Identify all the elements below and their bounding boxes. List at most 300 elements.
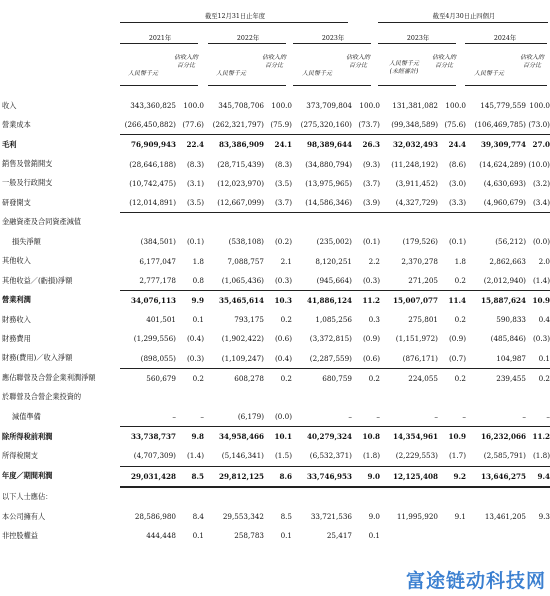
- cell-percent: 0.1: [368, 531, 380, 541]
- cell-amount: (28,715,439): [217, 159, 264, 169]
- header-year-2021: 2021年: [148, 35, 172, 42]
- cell-percent: (0.1): [362, 237, 380, 247]
- cell-percent: (3.3): [438, 193, 466, 213]
- cell-amount: [292, 487, 352, 507]
- cell-percent: 2.0: [538, 256, 550, 266]
- cell-amount: 12,125,408: [380, 466, 438, 487]
- cell-amount: [120, 487, 176, 507]
- cell-percent: (3.0): [448, 178, 466, 188]
- cell-percent: 9.1: [454, 512, 466, 522]
- cell-amount: 7,088,757: [227, 256, 264, 266]
- cell-amount: [466, 526, 526, 545]
- cell-amount: 28,586,980: [134, 512, 176, 522]
- table-row: [2, 232, 550, 251]
- table-row: [2, 466, 550, 487]
- cell-percent: 9.3: [538, 512, 550, 522]
- cell-percent: (8.3): [186, 159, 204, 169]
- year-rule-5: [465, 43, 547, 44]
- cell-amount: (99,348,589): [380, 115, 438, 135]
- cell-percent: (0.0): [264, 407, 292, 427]
- cell-percent: [264, 213, 292, 233]
- row-label: 收入: [2, 100, 17, 110]
- cell-percent: [526, 526, 550, 545]
- cell-percent: 100.0: [529, 101, 550, 111]
- cell-percent: 10.1: [274, 432, 292, 442]
- cell-amount: –: [120, 407, 176, 427]
- cell-amount: 25,417: [326, 531, 352, 541]
- cell-amount: [204, 487, 264, 507]
- cell-amount: (2,287,559): [292, 348, 352, 368]
- cell-amount: [292, 213, 352, 233]
- cell-percent: (0.9): [448, 334, 466, 344]
- cell-amount: 15,887,624: [480, 295, 526, 305]
- cell-percent: 11.2: [362, 295, 380, 305]
- cell-amount: [120, 388, 176, 407]
- cell-percent: 2.1: [280, 256, 292, 266]
- header-year-2023-interim: 2023年: [406, 35, 430, 42]
- cell-percent: (0.4): [264, 348, 292, 368]
- cell-percent: (0.9): [362, 334, 380, 344]
- cell-amount: (485,846): [490, 334, 526, 344]
- table-row: [2, 368, 550, 388]
- cell-amount: –: [466, 407, 526, 427]
- cell-amount: 590,833: [496, 315, 526, 325]
- cell-percent: (0.0): [532, 237, 550, 247]
- row-label: 應佔聯營及合營企業利潤淨額: [2, 372, 96, 382]
- cell-amount: [380, 526, 438, 545]
- row-label: 金融資產及合同資產減值: [2, 217, 82, 227]
- cell-amount: 401,501: [146, 315, 176, 325]
- cell-amount: 11,995,920: [396, 512, 438, 522]
- cell-percent: (0.3): [264, 271, 292, 291]
- watermark-logo: 富途链动科技网: [405, 570, 546, 592]
- cell-percent: 0.8: [176, 271, 204, 291]
- cell-amount: 6,177,047: [139, 256, 176, 266]
- row-label: 財務(費用)／收入淨額: [2, 353, 73, 363]
- cell-percent: –: [438, 407, 466, 427]
- cell-amount: 34,076,113: [130, 295, 176, 305]
- table-row: [2, 290, 550, 310]
- cell-amount: (13,975,965): [305, 178, 352, 188]
- cell-amount: –: [380, 407, 438, 427]
- cell-amount: 41,886,124: [306, 295, 352, 305]
- cell-amount: 2,370,278: [401, 256, 438, 266]
- cell-amount: (11,248,192): [391, 159, 438, 169]
- cell-amount: 271,205: [380, 271, 438, 291]
- cell-percent: (3.9): [352, 193, 380, 213]
- cell-percent: 26.3: [362, 140, 380, 150]
- subheader-pct-3: 佔收入的 百分比: [345, 54, 370, 70]
- cell-amount: 33,738,737: [130, 432, 176, 442]
- cell-amount: 1,085,256: [315, 315, 352, 325]
- cell-percent: 0.2: [192, 373, 204, 383]
- table-row: [2, 252, 550, 271]
- cell-amount: (34,880,794): [305, 159, 352, 169]
- cell-amount: 32,032,493: [392, 140, 438, 150]
- header-year-2023: 2023年: [321, 35, 345, 42]
- cell-percent: 0.1: [280, 531, 292, 541]
- cell-amount: 224,055: [408, 373, 438, 383]
- cell-amount: (6,179): [204, 407, 264, 427]
- cell-percent: (0.1): [186, 237, 204, 247]
- cell-amount: 40,279,324: [306, 432, 352, 442]
- cell-percent: 0.2: [538, 373, 550, 383]
- cell-amount: [380, 388, 438, 407]
- cell-amount: (4,630,693): [483, 178, 526, 188]
- cell-amount: (12,023,970): [217, 178, 264, 188]
- table-row: [2, 526, 550, 545]
- cell-percent: (75.9): [264, 115, 292, 135]
- cell-percent: 0.2: [280, 315, 292, 325]
- row-label: 本公司擁有人: [2, 511, 46, 521]
- cell-amount: (4,327,729): [380, 193, 438, 213]
- cell-amount: 29,553,342: [222, 512, 264, 522]
- cell-percent: (0.4): [186, 334, 204, 344]
- cell-percent: (73.0): [526, 115, 550, 135]
- subheader-pct-5: 佔收入的 百分比: [519, 54, 544, 70]
- cell-amount: [380, 487, 438, 507]
- cell-amount: 2,862,663: [489, 256, 526, 266]
- cell-amount: 145,779,559: [480, 101, 526, 111]
- cell-amount: [292, 388, 352, 407]
- cell-percent: (3.7): [362, 178, 380, 188]
- cell-amount: (14,586,346): [292, 193, 352, 213]
- table-row: [2, 329, 550, 348]
- cell-percent: [438, 388, 466, 407]
- cell-percent: [526, 388, 550, 407]
- cell-percent: [438, 487, 466, 507]
- cell-amount: (12,014,891): [120, 193, 176, 213]
- subheader-pct-4: 佔收入的 百分比: [431, 54, 456, 70]
- subheader-rule-2: [208, 85, 286, 86]
- cell-percent: (3.1): [186, 178, 204, 188]
- cell-percent: (0.2): [274, 237, 292, 247]
- cell-amount: (56,212): [495, 237, 526, 247]
- row-label: 財務費用: [2, 333, 31, 343]
- row-label: 營業成本: [2, 120, 31, 130]
- cell-amount: (1,902,422): [221, 334, 264, 344]
- cell-percent: (1.4): [526, 271, 550, 291]
- cell-amount: (5,146,341): [204, 446, 264, 466]
- cell-percent: [176, 213, 204, 233]
- subheader-amount-3: 人民幣千元: [301, 70, 332, 77]
- row-label: 以下人士應佔：: [2, 491, 53, 501]
- cell-amount: (179,526): [402, 237, 438, 247]
- cell-percent: (1.5): [264, 446, 292, 466]
- table-row: [2, 407, 550, 427]
- row-label: 於聯營及合營企業投資的: [2, 392, 82, 402]
- cell-amount: (275,320,160): [292, 115, 352, 135]
- cell-percent: 9.4: [526, 466, 550, 487]
- cell-percent: –: [526, 407, 550, 427]
- row-label: 年度／期間利潤: [2, 471, 53, 481]
- cell-amount: 35,465,614: [218, 295, 264, 305]
- cell-amount: 793,175: [234, 315, 264, 325]
- table-row: [2, 213, 550, 233]
- table-row: [2, 487, 550, 507]
- cell-percent: (0.1): [448, 237, 466, 247]
- cell-percent: 8.4: [192, 512, 204, 522]
- cell-percent: 10.9: [532, 295, 550, 305]
- cell-percent: (3.5): [274, 178, 292, 188]
- cell-amount: (6,532,371): [292, 446, 352, 466]
- cell-percent: (0.6): [352, 348, 380, 368]
- row-label: 減值準備: [12, 411, 41, 421]
- header-group-fiscal-year: 截至12月31日止年度: [204, 13, 266, 20]
- header-year-2022: 2022年: [236, 35, 260, 42]
- row-label: 其他收益／(虧損)淨額: [2, 275, 73, 285]
- table-row: [2, 348, 550, 368]
- table-row: [2, 135, 550, 155]
- cell-percent: (0.7): [438, 348, 466, 368]
- cell-percent: [176, 388, 204, 407]
- cell-percent: [176, 487, 204, 507]
- cell-percent: 9.8: [191, 432, 204, 442]
- cell-amount: 239,455: [496, 373, 526, 383]
- row-label: 損失淨額: [12, 236, 41, 246]
- row-label: 其他收入: [2, 256, 31, 266]
- cell-amount: 16,232,066: [480, 432, 526, 442]
- cell-percent: 24.1: [274, 140, 292, 150]
- cell-amount: 373,709,804: [306, 101, 352, 111]
- income-statement-body: [2, 96, 550, 545]
- header-rule-fy: [120, 22, 348, 23]
- income-statement-table: [2, 96, 550, 545]
- cell-amount: 345,708,706: [218, 101, 264, 111]
- row-label: 非控股權益: [2, 530, 38, 540]
- cell-percent: (3.4): [526, 193, 550, 213]
- table-row: [2, 193, 550, 213]
- cell-amount: (3,911,452): [395, 178, 438, 188]
- cell-amount: 275,801: [408, 315, 438, 325]
- cell-amount: (266,450,882): [120, 115, 176, 135]
- table-row: [2, 427, 550, 447]
- cell-percent: (10.0): [528, 159, 550, 169]
- cell-amount: 98,389,644: [306, 140, 352, 150]
- cell-percent: (8.3): [274, 159, 292, 169]
- cell-percent: (3.5): [176, 193, 204, 213]
- cell-percent: 0.2: [280, 373, 292, 383]
- cell-percent: (0.6): [274, 334, 292, 344]
- subheader-pct-1: 佔收入的 百分比: [173, 54, 198, 70]
- cell-percent: 10.9: [448, 432, 466, 442]
- cell-amount: (945,664): [292, 271, 352, 291]
- cell-percent: 100.0: [183, 101, 204, 111]
- header-rule-interim: [378, 22, 548, 23]
- subheader-amount-1: 人民幣千元: [127, 70, 158, 77]
- row-label: 研發開支: [2, 197, 31, 207]
- subheader-pct-2: 佔收入的 百分比: [261, 54, 286, 70]
- subheader-rule-3: [293, 85, 371, 86]
- cell-percent: (3.7): [264, 193, 292, 213]
- table-row: [2, 310, 550, 329]
- cell-amount: (14,624,289): [479, 159, 526, 169]
- cell-percent: 0.2: [454, 373, 466, 383]
- subheader-amount-2: 人民幣千元: [215, 70, 246, 77]
- cell-amount: (384,501): [140, 237, 176, 247]
- cell-percent: 0.2: [454, 315, 466, 325]
- cell-amount: 104,987: [466, 348, 526, 368]
- cell-amount: (1,109,247): [204, 348, 264, 368]
- year-rule-3: [293, 43, 371, 44]
- cell-amount: (2,585,791): [466, 446, 526, 466]
- cell-amount: (1,299,556): [133, 334, 176, 344]
- cell-amount: 29,812,125: [204, 466, 264, 487]
- cell-percent: 2.2: [368, 256, 380, 266]
- cell-amount: 15,007,077: [392, 295, 438, 305]
- cell-amount: –: [292, 407, 352, 427]
- cell-amount: (876,171): [380, 348, 438, 368]
- cell-percent: [526, 213, 550, 233]
- cell-amount: (2,229,553): [380, 446, 438, 466]
- cell-amount: (898,055): [120, 348, 176, 368]
- cell-amount: 444,448: [146, 531, 176, 541]
- header-year-2024-interim: 2024年: [493, 35, 517, 42]
- cell-amount: (3,372,815): [309, 334, 352, 344]
- header-group-interim: 截至4月30日止四個月: [432, 13, 496, 20]
- table-row: [2, 96, 550, 115]
- subheader-amount-4: 人民幣千元 (未經審計): [388, 60, 419, 76]
- cell-percent: 8.6: [264, 466, 292, 487]
- cell-percent: –: [176, 407, 204, 427]
- subheader-amount-5: 人民幣千元: [473, 70, 504, 77]
- cell-amount: (262,321,797): [204, 115, 264, 135]
- cell-percent: (77.6): [176, 115, 204, 135]
- cell-percent: 0.2: [368, 373, 380, 383]
- row-label: 除所得稅前利潤: [2, 431, 53, 441]
- cell-amount: 83,386,909: [218, 140, 264, 150]
- cell-percent: 0.1: [192, 315, 204, 325]
- cell-percent: 9.0: [368, 512, 380, 522]
- cell-percent: (1.8): [526, 446, 550, 466]
- cell-amount: 33,746,953: [292, 466, 352, 487]
- cell-percent: 0.1: [526, 348, 550, 368]
- cell-percent: [438, 526, 466, 545]
- cell-amount: [380, 213, 438, 233]
- cell-percent: (1.4): [176, 446, 204, 466]
- cell-percent: (9.3): [362, 159, 380, 169]
- cell-percent: –: [352, 407, 380, 427]
- cell-percent: (1.8): [352, 446, 380, 466]
- table-row: [2, 446, 550, 466]
- cell-percent: 8.5: [176, 466, 204, 487]
- cell-percent: [264, 388, 292, 407]
- cell-amount: (2,012,940): [466, 271, 526, 291]
- cell-percent: 22.4: [186, 140, 204, 150]
- cell-percent: 1.8: [454, 256, 466, 266]
- table-row: [2, 271, 550, 291]
- subheader-rule-4: [378, 85, 456, 86]
- row-label: 毛利: [2, 139, 17, 149]
- row-label: 營業利潤: [2, 295, 31, 305]
- cell-percent: 1.8: [192, 256, 204, 266]
- cell-amount: 131,381,082: [392, 101, 438, 111]
- cell-amount: 29,031,428: [120, 466, 176, 487]
- subheader-rule-1: [120, 85, 198, 86]
- cell-amount: (106,469,785): [466, 115, 526, 135]
- cell-amount: 560,679: [146, 373, 176, 383]
- cell-amount: [466, 388, 526, 407]
- cell-percent: 0.1: [192, 531, 204, 541]
- cell-percent: 9.2: [438, 466, 466, 487]
- cell-amount: 76,909,943: [130, 140, 176, 150]
- row-label: 所得稅開支: [2, 451, 38, 461]
- cell-percent: (75.6): [438, 115, 466, 135]
- cell-amount: (4,707,309): [120, 446, 176, 466]
- cell-percent: [352, 213, 380, 233]
- cell-amount: [466, 487, 526, 507]
- cell-amount: (4,960,679): [466, 193, 526, 213]
- cell-percent: (1.7): [438, 446, 466, 466]
- cell-amount: (235,002): [316, 237, 352, 247]
- cell-percent: 0.3: [368, 315, 380, 325]
- cell-percent: [526, 487, 550, 507]
- year-rule-2: [208, 43, 286, 44]
- cell-amount: 34,958,466: [218, 432, 264, 442]
- cell-percent: (3.2): [532, 178, 550, 188]
- subheader-rule-5: [465, 85, 547, 86]
- row-label: 財務收入: [2, 314, 31, 324]
- row-label: 銷售及營銷開支: [2, 159, 53, 169]
- cell-percent: 11.4: [448, 295, 466, 305]
- cell-amount: 8,120,251: [315, 256, 352, 266]
- cell-percent: [352, 487, 380, 507]
- cell-percent: [264, 487, 292, 507]
- cell-percent: [352, 388, 380, 407]
- cell-percent: 8.5: [280, 512, 292, 522]
- cell-percent: (0.3): [352, 271, 380, 291]
- cell-percent: 27.0: [532, 140, 550, 150]
- cell-percent: 100.0: [271, 101, 292, 111]
- cell-amount: 33,721,536: [310, 512, 352, 522]
- cell-percent: 9.0: [352, 466, 380, 487]
- cell-percent: (0.3): [176, 348, 204, 368]
- cell-percent: (0.3): [532, 334, 550, 344]
- cell-percent: 100.0: [445, 101, 466, 111]
- cell-percent: 0.2: [438, 271, 466, 291]
- row-label: 一般及行政開支: [2, 178, 53, 188]
- cell-amount: (538,108): [228, 237, 264, 247]
- cell-amount: 13,646,275: [466, 466, 526, 487]
- cell-percent: 10.3: [274, 295, 292, 305]
- cell-amount: 343,360,825: [130, 101, 176, 111]
- table-row: [2, 115, 550, 135]
- cell-amount: 258,783: [234, 531, 264, 541]
- cell-percent: 11.2: [532, 432, 550, 442]
- cell-amount: (28,646,188): [129, 159, 176, 169]
- cell-percent: 0.4: [538, 315, 550, 325]
- cell-amount: [204, 213, 264, 233]
- cell-amount: (1,065,436): [204, 271, 264, 291]
- cell-amount: (1,151,972): [395, 334, 438, 344]
- cell-amount: 2,777,178: [120, 271, 176, 291]
- year-rule-1: [120, 43, 198, 44]
- cell-amount: 14,354,961: [392, 432, 438, 442]
- cell-percent: (73.7): [352, 115, 380, 135]
- table-row: [2, 155, 550, 174]
- cell-amount: (10,742,475): [129, 178, 176, 188]
- cell-amount: 608,278: [234, 373, 264, 383]
- table-row: [2, 174, 550, 193]
- table-row: [2, 388, 550, 407]
- cell-amount: (12,667,099): [204, 193, 264, 213]
- cell-percent: [438, 213, 466, 233]
- cell-amount: [120, 213, 176, 233]
- cell-percent: 24.4: [448, 140, 466, 150]
- cell-amount: [466, 213, 526, 233]
- cell-amount: 13,461,205: [484, 512, 526, 522]
- cell-percent: (8.6): [448, 159, 466, 169]
